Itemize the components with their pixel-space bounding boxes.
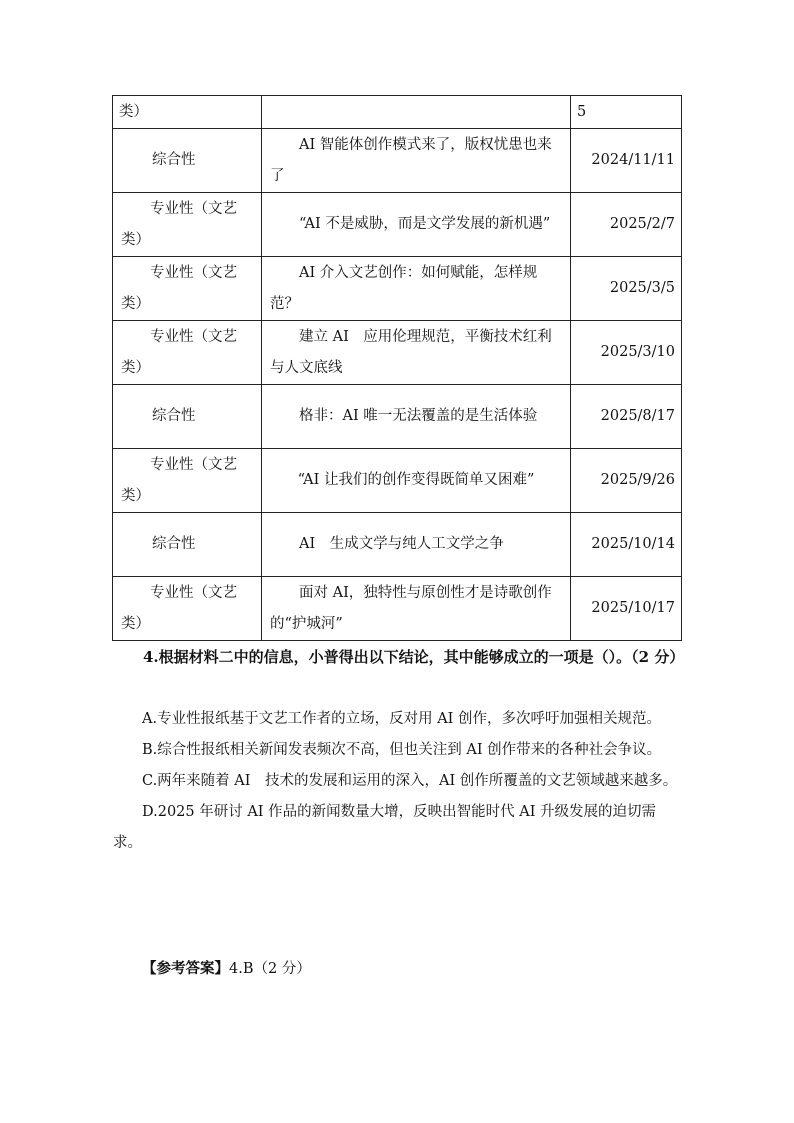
- option-a: A.专业性报纸基于文艺工作者的立场，反对用 AI 创作，多次呼吁加强相关规范。: [142, 711, 661, 727]
- table-row: [113, 385, 682, 449]
- option-d: D.2025 年研讨 AI 作品的新闻数量大增，反映出智能时代 AI 升级发展的迫切需求。: [113, 804, 657, 851]
- headline-cell: AI 介入文艺创作：如何赋能，怎样规范？: [262, 257, 571, 321]
- headline-cell: “AI 不是威胁，而是文学发展的新机遇”: [262, 193, 571, 257]
- table-row: [113, 577, 682, 641]
- table-row: [113, 513, 682, 577]
- headline-cell: AI 生成文学与纯人工文学之争: [262, 513, 571, 577]
- question-stem: 4.根据材料二中的信息，小普得出以下结论，其中能够成立的一项是（）。（2 分）: [143, 648, 685, 666]
- headline-cell: 面对 AI，独特性与原创性才是诗歌创作的“护城河”: [262, 577, 571, 641]
- paper-type-cell: 综合性: [113, 129, 262, 193]
- headline-cell: 格非：AI 唯一无法覆盖的是生活体验: [262, 385, 571, 449]
- option-c: C.两年来随着 AI 技术的发展和运用的深入，AI 创作所覆盖的文艺领域越来越多。: [142, 773, 678, 789]
- option-b: B.综合性报纸相关新闻发表频次不高，但也关注到 AI 创作带来的各种社会争议。: [142, 742, 662, 758]
- date-cell: 5: [571, 96, 682, 129]
- paper-type-cell: 综合性: [113, 385, 262, 449]
- table-row: [113, 129, 682, 193]
- answer-label: 【参考答案】: [142, 960, 229, 977]
- answer-text: 4.B（2 分）: [229, 961, 311, 977]
- table-row: [113, 449, 682, 513]
- date-cell: 2025/8/17: [571, 385, 682, 449]
- paper-type-cell: 专业性（文艺类）: [113, 257, 262, 321]
- headline-cell: [262, 96, 571, 129]
- headline-cell: 建立 AI 应用伦理规范，平衡技术红利与人文底线: [262, 321, 571, 385]
- date-cell: 2025/10/17: [571, 577, 682, 641]
- date-cell: 2025/3/5: [571, 257, 682, 321]
- table-row: [113, 321, 682, 385]
- table-row: [113, 96, 682, 129]
- news-table: [112, 95, 682, 641]
- date-cell: 2025/10/14: [571, 513, 682, 577]
- date-cell: 2025/3/10: [571, 321, 682, 385]
- date-cell: 2025/9/26: [571, 449, 682, 513]
- answer-options: [113, 704, 683, 859]
- paper-type-cell: 类）: [113, 96, 262, 129]
- paper-type-cell: 专业性（文艺类）: [113, 577, 262, 641]
- paper-type-cell: 专业性（文艺类）: [113, 321, 262, 385]
- headline-cell: “AI 让我们的创作变得既简单又困难”: [262, 449, 571, 513]
- reference-answer: [113, 953, 683, 985]
- date-cell: 2024/11/11: [571, 129, 682, 193]
- table-row: [113, 257, 682, 321]
- paper-type-cell: 专业性（文艺类）: [113, 193, 262, 257]
- date-cell: 2025/2/7: [571, 193, 682, 257]
- headline-cell: AI 智能体创作模式来了，版权忧患也来了: [262, 129, 571, 193]
- paper-type-cell: 综合性: [113, 513, 262, 577]
- table-row: [113, 193, 682, 257]
- paper-type-cell: 专业性（文艺类）: [113, 449, 262, 513]
